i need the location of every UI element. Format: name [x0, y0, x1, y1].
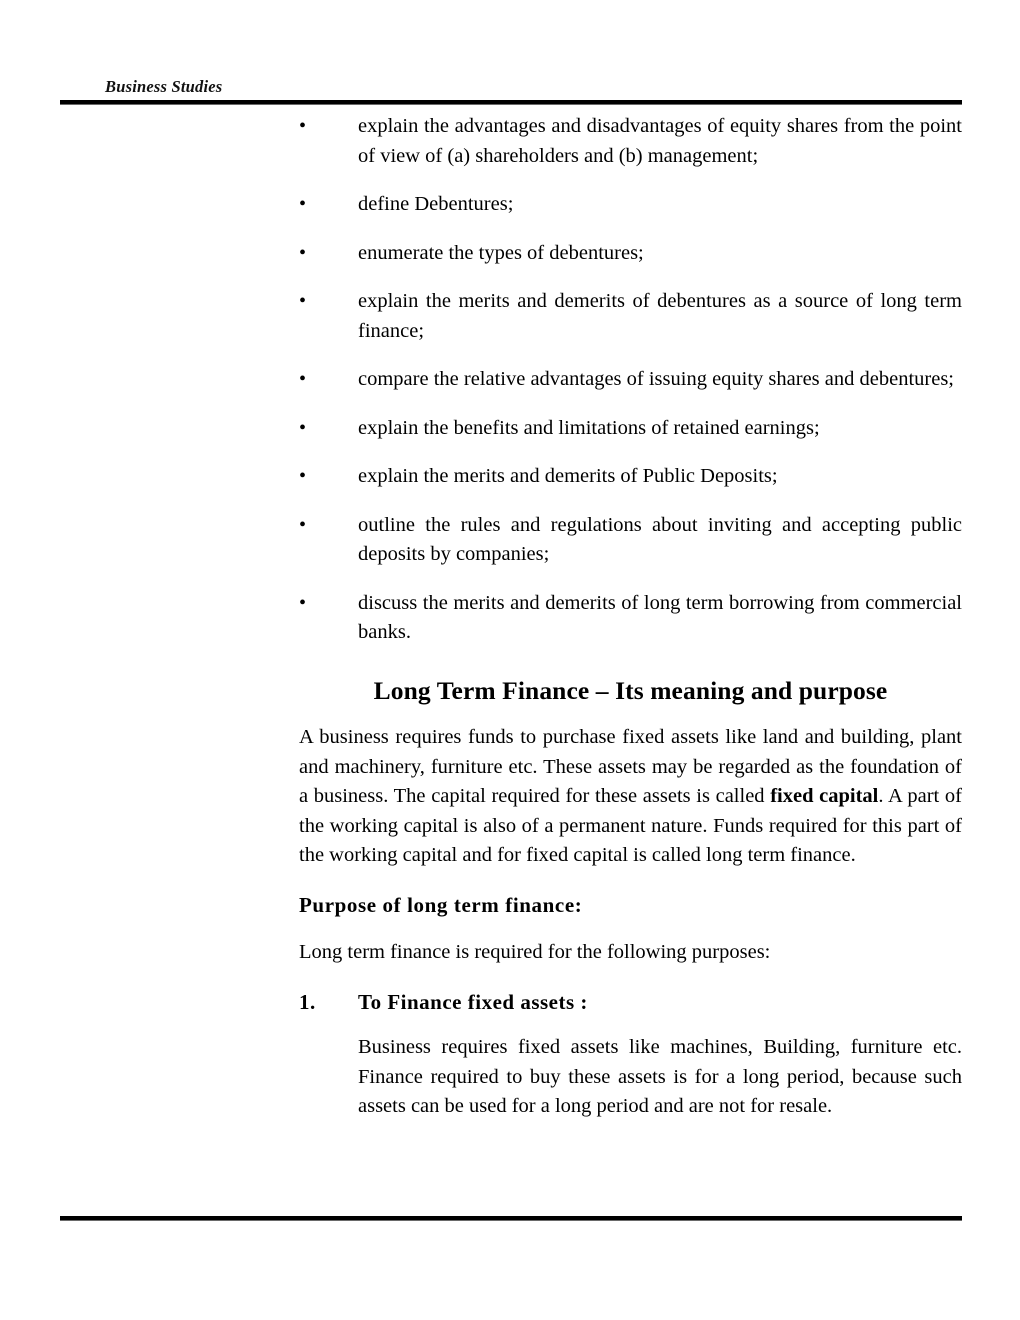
list-item-text: explain the merits and demerits of Public Deposits;: [358, 465, 778, 487]
list-item-text: outline the rules and regulations about inviting and accepting public deposits by companies;: [358, 513, 962, 565]
page-content: [60, 112, 962, 1122]
list-item-text: compare the relative advantages of issuing equity shares and debentures;: [358, 368, 955, 390]
bullet-icon: •: [299, 368, 307, 390]
paragraph-text-before-emphasis: A business requires funds to purchase fixed assets like land and building, plant and machinery, furniture etc. These assets may be regarded as the foundation of a business. The capital required for these assets is called: [299, 726, 962, 808]
list-item-text: explain the merits and demerits of debentures as a source of long term finance;: [358, 290, 962, 342]
bullet-icon: •: [299, 465, 307, 487]
numbered-item-marker: 1.: [299, 989, 316, 1014]
emphasis-fixed-capital: fixed capital: [770, 785, 879, 808]
list-item: [60, 365, 962, 395]
page-header: [60, 78, 962, 105]
list-item: [60, 287, 962, 346]
list-item: [60, 414, 962, 444]
bullet-icon: •: [299, 115, 307, 137]
bullet-icon: •: [299, 193, 307, 215]
bullet-icon: •: [299, 241, 307, 264]
list-item: [60, 190, 962, 220]
objectives-list: [60, 112, 962, 648]
list-item-text: enumerate the types of debentures;: [358, 241, 644, 264]
sub-heading-purpose: Purpose of long term finance:: [299, 892, 583, 917]
list-item: [60, 112, 962, 171]
list-item: [60, 462, 962, 492]
bullet-icon: •: [299, 290, 307, 312]
bullet-icon: •: [299, 591, 307, 614]
running-head-title: Business Studies: [105, 77, 223, 96]
paragraph-text-after-emphasis: . A part of the working capital is also of a permanent nature. Funds required for this part of the working capital and for fixed capital is called long term finance.: [299, 785, 962, 867]
intro-paragraph: [60, 723, 962, 871]
header-divider: [60, 100, 962, 105]
list-item: [60, 589, 962, 648]
list-item-text: explain the benefits and limitations of retained earnings;: [358, 416, 820, 439]
list-item: [60, 511, 962, 570]
list-item-text: explain the advantages and disadvantages of equity shares from the point of view of (a) shareholders and (b) management;: [358, 115, 962, 167]
bullet-icon: •: [299, 513, 307, 536]
list-item-text: define Debentures;: [358, 193, 514, 215]
numbered-item-heading-text: To Finance fixed assets :: [358, 989, 588, 1014]
numbered-item-title: [60, 988, 962, 1018]
numbered-item-body: Business requires fixed assets like machines, Building, furniture etc. Finance required to buy these assets is for a long period, because such assets can be used for a long period and are not for resale.: [358, 1036, 962, 1118]
bullet-icon: •: [299, 416, 307, 439]
list-item: [60, 239, 962, 269]
purpose-lead-line: Long term finance is required for the following purposes:: [299, 941, 771, 964]
list-item-text: discuss the merits and demerits of long term borrowing from commercial banks.: [358, 591, 962, 643]
footer-divider: [60, 1216, 962, 1221]
section-heading: Long Term Finance – Its meaning and purpose: [373, 675, 888, 705]
